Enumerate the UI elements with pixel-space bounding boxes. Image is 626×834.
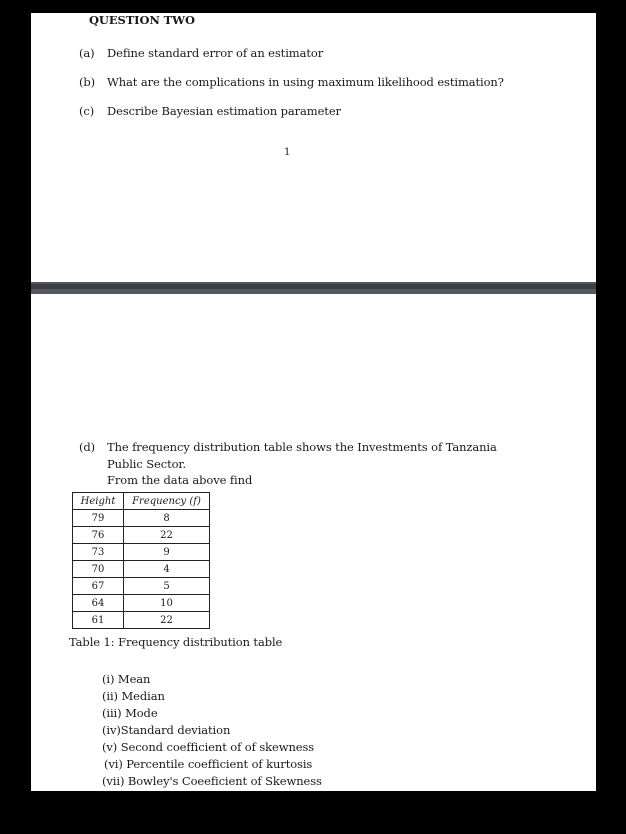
document-page-1 [31,13,596,282]
item-c-text: Describe Bayesian estimation parameter [107,104,341,118]
page-separator-line [31,284,596,289]
frequency-table [72,492,210,629]
subitem-percentile-kurtosis: (vi) Percentile coefficient of kurtosis [104,757,313,771]
frequency-cell: 22 [124,612,210,629]
item-c-label: (c) [79,104,95,118]
subitem-standard-deviation: (iv)Standard deviation [102,723,231,737]
height-cell: 70 [73,561,124,578]
table-row [73,510,210,527]
subitem-mean: (i) Mean [102,672,151,686]
frequency-cell: 8 [124,510,210,527]
table-row [73,544,210,561]
table-row [73,527,210,544]
item-b-text: What are the complications in using maximum likelihood estimation? [107,75,504,89]
frequency-cell: 5 [124,578,210,595]
header-frequency: Frequency (f) [124,493,210,510]
subitem-bowley-skewness: (vii) Bowley's Coeeficient of Skewness [102,774,322,788]
table-row [73,561,210,578]
item-d-line1: The frequency distribution table shows the Investments of Tanzania [107,440,497,454]
table-row [73,612,210,629]
item-b-label: (b) [79,75,96,89]
height-cell: 67 [73,578,124,595]
height-cell: 73 [73,544,124,561]
height-cell: 64 [73,595,124,612]
frequency-cell: 9 [124,544,210,561]
question-heading: QUESTION TWO [89,13,195,27]
frequency-cell: 22 [124,527,210,544]
item-d-line3: From the data above find [107,473,253,487]
subitem-mode: (iii) Mode [102,706,158,720]
height-cell: 76 [73,527,124,544]
frequency-cell: 10 [124,595,210,612]
header-height: Height [73,493,124,510]
document-page-2 [31,294,596,791]
page-number: 1 [284,147,291,158]
item-a-label: (a) [79,46,95,60]
subitem-median: (ii) Median [102,689,165,703]
table-row [73,595,210,612]
table-header-row [73,493,210,510]
height-cell: 79 [73,510,124,527]
frequency-cell: 4 [124,561,210,578]
item-d-line2: Public Sector. [107,457,187,471]
height-cell: 61 [73,612,124,629]
table-row [73,578,210,595]
subitem-second-coefficient-skewness: (v) Second coefficient of of skewness [102,740,315,754]
table-caption: Table 1: Frequency distribution table [69,635,283,649]
item-d-label: (d) [79,440,96,454]
item-a-text: Define standard error of an estimator [107,46,324,60]
